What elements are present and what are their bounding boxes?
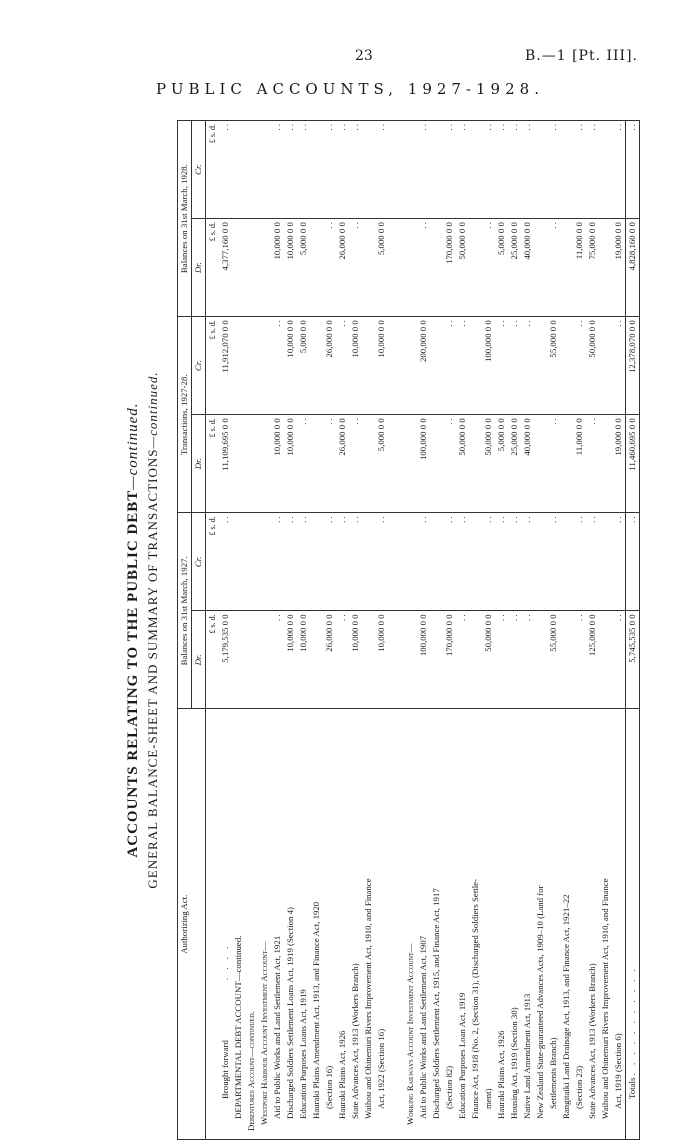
- document-reference: B.—1 [Pt. III].: [524, 48, 638, 64]
- row-label: Working Railways Account Investment Account—: [404, 709, 417, 1140]
- value-cell: 10,000 0 0: [284, 317, 297, 415]
- value-cell: 170,000 0 0: [443, 611, 456, 709]
- table-row: [310, 121, 323, 1140]
- value-cell: . .: [547, 219, 560, 317]
- row-label: Finance Act, 1918 (No. 2, (Section 31), (Discharged Soldiers Settle-: [469, 709, 482, 1140]
- value-cell: . .: [495, 611, 508, 709]
- value-cell: . .: [547, 121, 560, 219]
- value-cell: 50,000 0 0: [482, 415, 495, 513]
- table-row: [323, 121, 336, 1140]
- col-dr: Dr.: [192, 611, 206, 709]
- value-cell: [469, 121, 482, 219]
- value-cell: . .: [521, 121, 534, 219]
- value-cell: . .: [336, 513, 349, 611]
- value-cell: [232, 415, 245, 513]
- totals-cell: 11,460,695 0 0: [626, 415, 640, 513]
- col-group-balances-1927: Balances on 31st March, 1927.: [178, 513, 192, 709]
- value-cell: 5,000 0 0: [375, 219, 388, 317]
- value-cell: . .: [443, 415, 456, 513]
- table-row: [258, 121, 271, 1140]
- value-cell: 25,000 0 0: [508, 415, 521, 513]
- table-row: [495, 121, 508, 1140]
- value-cell: . .: [547, 513, 560, 611]
- value-cell: . .: [456, 611, 469, 709]
- units-label: £ s. d.: [206, 513, 220, 611]
- value-cell: 11,912,070 0 0: [219, 317, 232, 415]
- value-cell: [245, 415, 258, 513]
- value-cell: [362, 317, 375, 415]
- value-cell: [469, 219, 482, 317]
- value-cell: [534, 317, 547, 415]
- value-cell: [245, 611, 258, 709]
- value-cell: . .: [271, 611, 284, 709]
- value-cell: [232, 317, 245, 415]
- row-label: Education Purposes Loan Act, 1919: [456, 709, 469, 1140]
- value-cell: . .: [482, 513, 495, 611]
- value-cell: . .: [271, 121, 284, 219]
- value-cell: [599, 219, 612, 317]
- row-label: Brought forward. . . .: [219, 709, 232, 1140]
- totals-label: Totals . . . . . . . . . . .: [626, 709, 640, 1140]
- value-cell: [599, 611, 612, 709]
- table-title: ACCOUNTS RELATING TO THE PUBLIC DEBT—continued.: [125, 402, 141, 858]
- value-cell: [469, 611, 482, 709]
- value-cell: . .: [271, 317, 284, 415]
- table-row: [219, 121, 232, 1140]
- row-label: Housing Act, 1919 (Section 30): [508, 709, 521, 1140]
- table-body: [206, 121, 626, 1140]
- value-cell: . .: [547, 415, 560, 513]
- value-cell: 200,000 0 0: [417, 317, 430, 415]
- table-row: [430, 121, 443, 1140]
- units-label: £ s. d.: [206, 121, 220, 219]
- value-cell: . .: [521, 513, 534, 611]
- value-cell: . .: [508, 317, 521, 415]
- value-cell: 5,000 0 0: [375, 415, 388, 513]
- table-row: [547, 121, 560, 1140]
- value-cell: . .: [586, 121, 599, 219]
- value-cell: [404, 317, 417, 415]
- value-cell: [258, 121, 271, 219]
- units-label: £ s. d.: [206, 219, 220, 317]
- value-cell: 55,000 0 0: [547, 611, 560, 709]
- row-label: State Advances Act, 1913 (Workers Branch): [586, 709, 599, 1140]
- value-cell: . .: [349, 219, 362, 317]
- value-cell: . .: [349, 415, 362, 513]
- value-cell: 10,000 0 0: [271, 219, 284, 317]
- row-label: (Section 23): [573, 709, 586, 1140]
- row-label: Rangitaiki Land Drainage Act, 1913, and Finance Act, 1921–22: [560, 709, 573, 1140]
- row-label: (Section 16): [323, 709, 336, 1140]
- value-cell: [430, 317, 443, 415]
- table-subtitle: GENERAL BALANCE-SHEET AND SUMMARY OF TRANSACTIONS—continued.: [145, 371, 160, 889]
- totals-cell: . .: [626, 121, 640, 219]
- value-cell: 10,000 0 0: [284, 219, 297, 317]
- value-cell: [310, 317, 323, 415]
- value-cell: . .: [297, 415, 310, 513]
- units-label: £ s. d.: [206, 611, 220, 709]
- table-row: [599, 121, 612, 1140]
- value-cell: [258, 317, 271, 415]
- value-cell: 75,000 0 0: [586, 219, 599, 317]
- value-cell: [430, 611, 443, 709]
- value-cell: . .: [508, 611, 521, 709]
- row-label: Aid to Public Works and Land Settlement Act, 1907: [417, 709, 430, 1140]
- value-cell: [404, 415, 417, 513]
- row-label: Aid to Public Works and Land Settlement Act, 1921: [271, 709, 284, 1140]
- row-label: Waihou and Ohinemuri Rivers Improvement Act, 1910, and Finance: [362, 709, 375, 1140]
- value-cell: . .: [482, 219, 495, 317]
- table-row: [573, 121, 586, 1140]
- value-cell: . .: [219, 121, 232, 219]
- value-cell: 50,000 0 0: [586, 317, 599, 415]
- value-cell: 19,000 0 0: [612, 415, 626, 513]
- page-number: 23: [355, 48, 373, 64]
- value-cell: [560, 513, 573, 611]
- value-cell: [258, 513, 271, 611]
- value-cell: 50,000 0 0: [456, 415, 469, 513]
- value-cell: [362, 219, 375, 317]
- value-cell: . .: [508, 513, 521, 611]
- value-cell: [245, 121, 258, 219]
- value-cell: 11,000 0 0: [573, 219, 586, 317]
- value-cell: [469, 415, 482, 513]
- value-cell: . .: [482, 121, 495, 219]
- value-cell: 10,000 0 0: [349, 611, 362, 709]
- value-cell: [404, 219, 417, 317]
- row-label: State Advances Act, 1913 (Workers Branch): [349, 709, 362, 1140]
- table-row: [456, 121, 469, 1140]
- value-cell: 10,000 0 0: [271, 415, 284, 513]
- value-cell: [232, 219, 245, 317]
- value-cell: . .: [443, 121, 456, 219]
- value-cell: . .: [443, 513, 456, 611]
- value-cell: 19,000 0 0: [612, 219, 626, 317]
- value-cell: . .: [573, 513, 586, 611]
- table-row: [245, 121, 258, 1140]
- value-cell: 50,000 0 0: [482, 611, 495, 709]
- value-cell: [599, 415, 612, 513]
- value-cell: . .: [417, 121, 430, 219]
- value-cell: 170,000 0 0: [443, 219, 456, 317]
- totals-row: [626, 121, 640, 1140]
- value-cell: . .: [297, 121, 310, 219]
- units-row: [206, 121, 220, 1140]
- value-cell: [245, 317, 258, 415]
- row-label: Native Land Amendment Act, 1913: [521, 709, 534, 1140]
- value-cell: 10,000 0 0: [349, 317, 362, 415]
- header-row: [178, 121, 192, 1140]
- value-cell: [258, 611, 271, 709]
- value-cell: [310, 513, 323, 611]
- totals-cell: 5,745,535 0 0: [626, 611, 640, 709]
- value-cell: [560, 317, 573, 415]
- value-cell: 10,000 0 0: [284, 611, 297, 709]
- table-row: [482, 121, 495, 1140]
- row-label: Debentures Account—continued.: [245, 709, 258, 1140]
- value-cell: . .: [508, 121, 521, 219]
- totals-cell: 4,828,160 0 0: [626, 219, 640, 317]
- value-cell: 5,000 0 0: [297, 317, 310, 415]
- row-label: Discharged Soldiers Settlement Loans Act, 1919 (Section 4): [284, 709, 297, 1140]
- value-cell: [258, 219, 271, 317]
- col-dr: Dr.: [192, 415, 206, 513]
- value-cell: . .: [495, 317, 508, 415]
- value-cell: . .: [219, 513, 232, 611]
- row-label: Hauraki Plains Act, 1926: [495, 709, 508, 1140]
- row-label: Education Purposes Loans Act, 1919: [297, 709, 310, 1140]
- value-cell: [560, 121, 573, 219]
- value-cell: . .: [323, 513, 336, 611]
- table-row: [297, 121, 310, 1140]
- value-cell: 26,000 0 0: [323, 317, 336, 415]
- col-cr: Cr.: [192, 513, 206, 611]
- table-row: [534, 121, 547, 1140]
- value-cell: . .: [456, 513, 469, 611]
- col-cr: Cr.: [192, 121, 206, 219]
- value-cell: . .: [573, 317, 586, 415]
- table-row: [232, 121, 245, 1140]
- value-cell: . .: [349, 513, 362, 611]
- value-cell: [534, 513, 547, 611]
- value-cell: 10,000 0 0: [375, 317, 388, 415]
- public-accounts-title: PUBLIC ACCOUNTS, 1927-1928.: [156, 80, 544, 98]
- table-row: [508, 121, 521, 1140]
- value-cell: . .: [323, 219, 336, 317]
- value-cell: [232, 513, 245, 611]
- units-label: £ s. d.: [206, 415, 220, 513]
- value-cell: [560, 415, 573, 513]
- table-row: [521, 121, 534, 1140]
- value-cell: . .: [521, 317, 534, 415]
- value-cell: [430, 219, 443, 317]
- row-label: Westport Harbour Account Investment Account—: [258, 709, 271, 1140]
- value-cell: 100,000 0 0: [417, 611, 430, 709]
- value-cell: [245, 219, 258, 317]
- spacer-row: [388, 121, 404, 1140]
- value-cell: [599, 121, 612, 219]
- totals-cell: 12,378,070 0 0: [626, 317, 640, 415]
- table-row: [349, 121, 362, 1140]
- row-label: (Section 82): [443, 709, 456, 1140]
- value-cell: 26,000 0 0: [323, 611, 336, 709]
- value-cell: . .: [456, 317, 469, 415]
- value-cell: 5,179,535 0 0: [219, 611, 232, 709]
- table-row: [284, 121, 297, 1140]
- table-row: [375, 121, 388, 1140]
- value-cell: . .: [271, 513, 284, 611]
- value-cell: [362, 611, 375, 709]
- value-cell: [362, 121, 375, 219]
- table-row: [560, 121, 573, 1140]
- value-cell: [430, 121, 443, 219]
- value-cell: [362, 415, 375, 513]
- value-cell: . .: [586, 513, 599, 611]
- value-cell: 50,000 0 0: [456, 219, 469, 317]
- value-cell: [534, 415, 547, 513]
- value-cell: 40,000 0 0: [521, 219, 534, 317]
- table-row: [612, 121, 626, 1140]
- value-cell: [534, 611, 547, 709]
- value-cell: . .: [495, 513, 508, 611]
- col-cr: Cr.: [192, 317, 206, 415]
- value-cell: . .: [417, 219, 430, 317]
- value-cell: 11,000 0 0: [573, 415, 586, 513]
- row-label: Act, 1922 (Section 16): [375, 709, 388, 1140]
- value-cell: . .: [573, 121, 586, 219]
- value-cell: [534, 219, 547, 317]
- value-cell: [258, 415, 271, 513]
- value-cell: 25,000 0 0: [508, 219, 521, 317]
- table-row: [336, 121, 349, 1140]
- row-label: Hauraki Plains Act, 1926: [336, 709, 349, 1140]
- balance-sheet-table: [177, 120, 640, 1140]
- row-label: Waihou and Ohinemuri Rivers Improvement Act, 1910, and Finance: [599, 709, 612, 1140]
- col-authorizing-act: Authorizing Act.: [178, 709, 206, 1140]
- table-row: [362, 121, 375, 1140]
- value-cell: [404, 513, 417, 611]
- value-cell: [362, 513, 375, 611]
- row-label: New Zealand State-guaranteed Advances Acts, 1909–10 (Land for: [534, 709, 547, 1140]
- row-label: DEPARTMENTAL DEBT ACCOUNT—continued.: [232, 709, 245, 1140]
- value-cell: [310, 611, 323, 709]
- value-cell: [534, 121, 547, 219]
- row-label: Act, 1919 (Section 6): [612, 709, 626, 1140]
- value-cell: 10,000 0 0: [297, 611, 310, 709]
- value-cell: 11,109,695 0 0: [219, 415, 232, 513]
- value-cell: 5,000 0 0: [495, 415, 508, 513]
- value-cell: [469, 513, 482, 611]
- value-cell: 26,000 0 0: [336, 219, 349, 317]
- value-cell: [430, 513, 443, 611]
- value-cell: [599, 317, 612, 415]
- row-label: ment): [482, 709, 495, 1140]
- col-group-transactions: Transactions, 1927-28.: [178, 317, 192, 513]
- value-cell: [310, 219, 323, 317]
- value-cell: 40,000 0 0: [521, 415, 534, 513]
- row-label: Settlements Branch): [547, 709, 560, 1140]
- value-cell: 10,000 0 0: [375, 611, 388, 709]
- value-cell: 10,000 0 0: [284, 415, 297, 513]
- table-row: [469, 121, 482, 1140]
- value-cell: [404, 121, 417, 219]
- value-cell: . .: [323, 415, 336, 513]
- col-group-balances-1928: Balances on 31st March, 1928.: [178, 121, 192, 317]
- col-dr: Dr.: [192, 219, 206, 317]
- value-cell: . .: [612, 317, 626, 415]
- table-row: [271, 121, 284, 1140]
- value-cell: [245, 513, 258, 611]
- value-cell: . .: [375, 121, 388, 219]
- value-cell: . .: [495, 121, 508, 219]
- value-cell: . .: [336, 611, 349, 709]
- value-cell: . .: [284, 513, 297, 611]
- value-cell: 4,377,160 0 0: [219, 219, 232, 317]
- value-cell: [310, 415, 323, 513]
- value-cell: 55,000 0 0: [547, 317, 560, 415]
- table-row: [417, 121, 430, 1140]
- value-cell: . .: [417, 513, 430, 611]
- value-cell: . .: [586, 415, 599, 513]
- value-cell: [560, 219, 573, 317]
- value-cell: [232, 611, 245, 709]
- value-cell: . .: [612, 611, 626, 709]
- row-label: Hauraki Plains Amendment Act, 1913, and Finance Act, 1920: [310, 709, 323, 1140]
- value-cell: . .: [284, 121, 297, 219]
- value-cell: [560, 611, 573, 709]
- table-row: [586, 121, 599, 1140]
- value-cell: [430, 415, 443, 513]
- row-label: Discharged Soldiers Settlement Act, 1915, and Finance Act, 1917: [430, 709, 443, 1140]
- value-cell: . .: [521, 611, 534, 709]
- value-cell: [404, 611, 417, 709]
- value-cell: . .: [456, 121, 469, 219]
- value-cell: . .: [612, 513, 626, 611]
- value-cell: 5,000 0 0: [297, 219, 310, 317]
- units-label: £ s. d.: [206, 317, 220, 415]
- table-row: [443, 121, 456, 1140]
- value-cell: . .: [443, 317, 456, 415]
- value-cell: . .: [349, 121, 362, 219]
- value-cell: . .: [612, 121, 626, 219]
- value-cell: . .: [323, 121, 336, 219]
- value-cell: . .: [297, 513, 310, 611]
- page-header: [0, 48, 700, 68]
- value-cell: [232, 121, 245, 219]
- value-cell: [599, 513, 612, 611]
- totals-cell: . .: [626, 513, 640, 611]
- value-cell: . .: [336, 317, 349, 415]
- value-cell: 100,000 0 0: [482, 317, 495, 415]
- table-row: [404, 121, 417, 1140]
- value-cell: . .: [336, 121, 349, 219]
- value-cell: 125,000 0 0: [586, 611, 599, 709]
- value-cell: . .: [375, 513, 388, 611]
- value-cell: 5,000 0 0: [495, 219, 508, 317]
- value-cell: . .: [573, 611, 586, 709]
- value-cell: [469, 317, 482, 415]
- value-cell: [310, 121, 323, 219]
- value-cell: 100,000 0 0: [417, 415, 430, 513]
- value-cell: 26,000 0 0: [336, 415, 349, 513]
- rotated-table-block: [125, 120, 637, 1140]
